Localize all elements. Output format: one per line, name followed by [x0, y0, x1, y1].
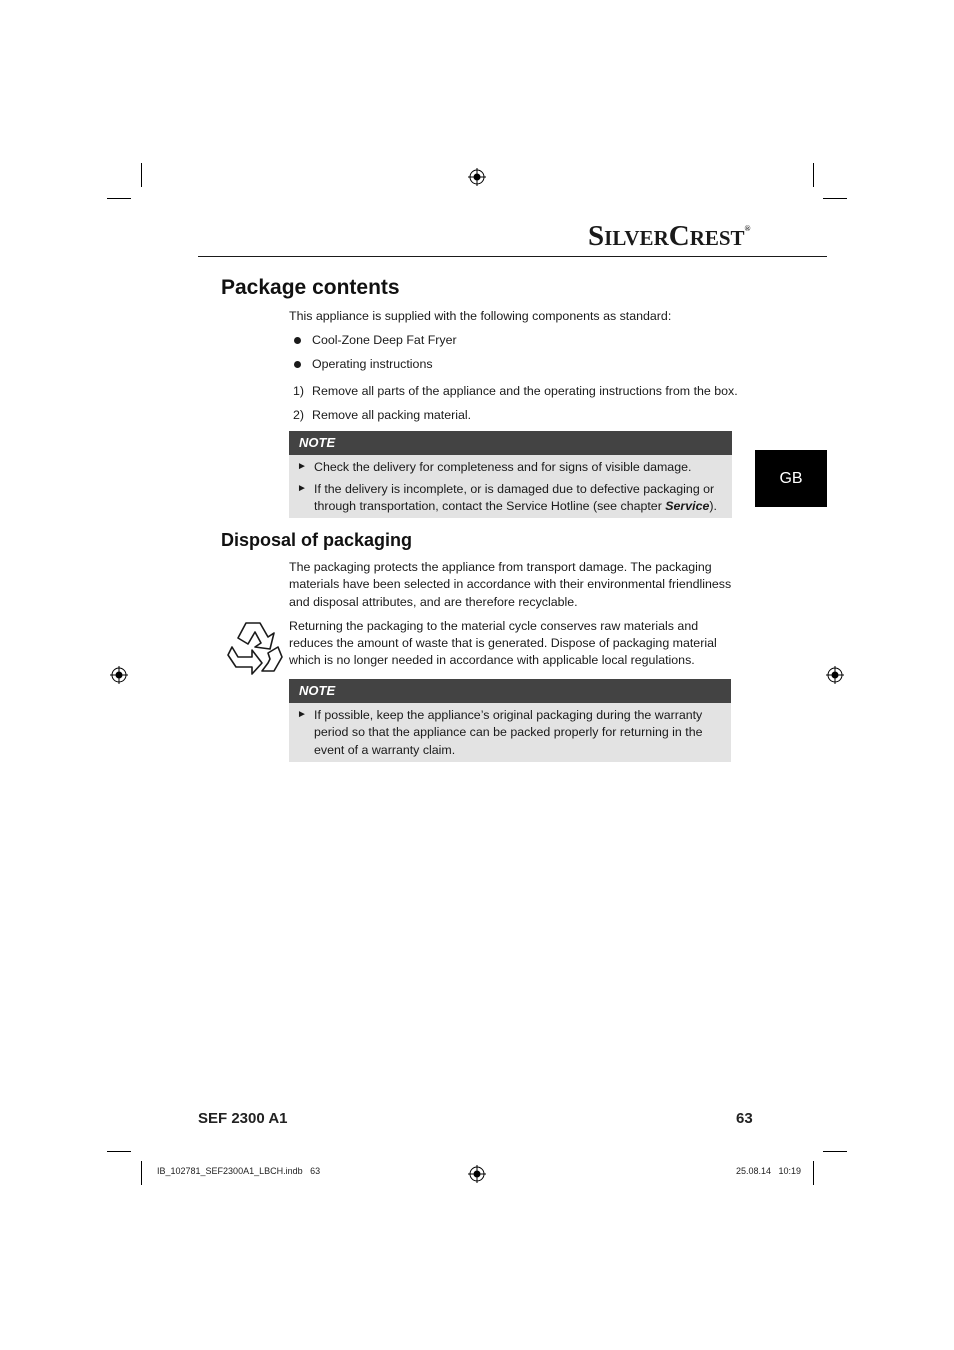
note-heading: NOTE	[289, 679, 731, 703]
silvercrest-logo: SILVERCREST®	[588, 220, 751, 252]
paragraph-line: reduces the amount of waste that is generated. Dispose of packaging material	[289, 636, 717, 650]
crop-mark	[823, 198, 847, 199]
crop-mark	[107, 1151, 131, 1152]
note-text: If possible, keep the appliance’s original packaging during the warranty	[314, 708, 703, 722]
language-tab: GB	[755, 450, 827, 507]
step-text: Remove all packing material.	[312, 408, 472, 422]
note-text: period so that the appliance can be packed properly for returning in the	[314, 725, 703, 739]
crop-mark	[823, 1151, 847, 1152]
header-rule	[198, 256, 827, 257]
crop-mark	[813, 163, 814, 187]
note-text: Check the delivery for completeness and for signs of visible damage.	[314, 460, 692, 474]
note-heading: NOTE	[289, 431, 732, 455]
note-text: through transportation, contact the Service Hotline (see chapter Service).	[314, 499, 717, 513]
arrow-right-icon: ►	[297, 709, 307, 720]
paragraph-line: Returning the packaging to the material cycle conserves raw materials and	[289, 619, 699, 633]
print-datetime: 25.08.14 10:19	[736, 1166, 802, 1176]
step-number: 1)	[293, 384, 305, 398]
chapter-reference: Service	[665, 499, 710, 513]
step-number: 2)	[293, 408, 305, 422]
crop-mark	[107, 198, 131, 199]
arrow-right-icon: ►	[297, 483, 307, 494]
page-title: Package contents	[221, 276, 400, 299]
paragraph-line: The packaging protects the appliance from transport damage. The packaging	[289, 560, 712, 574]
crop-mark	[141, 163, 142, 187]
registration-mark-icon	[468, 168, 486, 186]
arrow-right-icon: ►	[297, 461, 307, 472]
paragraph-line: and disposal attributes, and are therefore recyclable.	[289, 595, 578, 609]
intro-text: This appliance is supplied with the following components as standard:	[289, 309, 672, 323]
note-text: If the delivery is incomplete, or is damaged due to defective packaging or	[314, 482, 715, 496]
note-text: event of a warranty claim.	[314, 743, 456, 757]
paragraph-line: materials have been selected in accordance with their environmental friendliness	[289, 577, 732, 591]
list-item: Cool-Zone Deep Fat Fryer	[312, 333, 457, 347]
step-text: Remove all parts of the appliance and the operating instructions from the box.	[312, 384, 738, 398]
crop-mark	[813, 1161, 814, 1185]
note-box	[289, 679, 731, 762]
file-slug: IB_102781_SEF2300A1_LBCH.indb 63	[157, 1166, 321, 1176]
model-number: SEF 2300 A1	[198, 1110, 288, 1127]
note-box	[289, 431, 732, 518]
registration-mark-icon	[110, 666, 128, 684]
crop-mark	[141, 1161, 142, 1185]
paragraph-line: which is no longer needed in accordance with applicable local regulations.	[289, 653, 695, 667]
list-item: Operating instructions	[312, 357, 433, 371]
page-number: 63	[736, 1110, 753, 1127]
registration-mark-icon	[468, 1165, 486, 1183]
bullet-icon	[294, 337, 301, 344]
recycle-icon	[224, 617, 286, 677]
registration-mark-icon	[826, 666, 844, 684]
bullet-icon	[294, 361, 301, 368]
section-heading: Disposal of packaging	[221, 530, 413, 550]
